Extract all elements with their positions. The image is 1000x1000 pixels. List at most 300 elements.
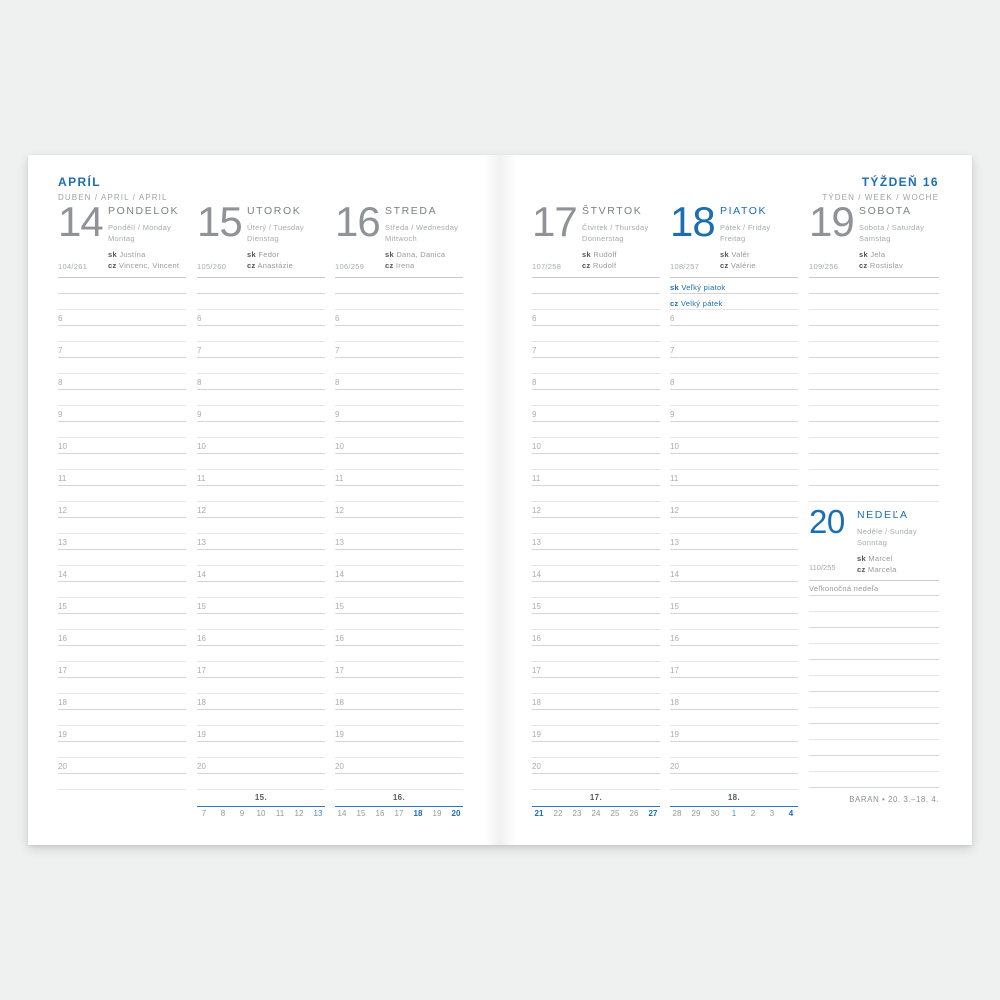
ruled-line <box>335 469 463 470</box>
day-number: 20 <box>809 503 845 540</box>
ruled-line <box>809 325 939 326</box>
day-translation-1: Pátek / Friday <box>720 223 771 232</box>
hour-label: 10 <box>670 442 679 451</box>
ruled-line <box>58 405 186 406</box>
ruled-line <box>670 405 798 406</box>
ruled-line <box>58 613 186 614</box>
ruled-line <box>809 405 939 406</box>
ruled-line <box>809 293 939 294</box>
ruled-line <box>335 549 463 550</box>
hour-label: 11 <box>197 474 206 483</box>
name-day-sk: sk Rudolf <box>582 250 617 259</box>
day-translation-2: Mittwoch <box>385 234 417 243</box>
mini-calendar-day: 23 <box>572 809 582 818</box>
ruled-line <box>532 373 660 374</box>
ruled-line <box>532 405 660 406</box>
ruled-line <box>197 421 325 422</box>
ruled-line <box>670 789 798 790</box>
name-day-cz: cz Anastázie <box>247 261 294 270</box>
mini-calendar-day: 1 <box>731 809 737 818</box>
mini-calendar-rule <box>197 806 325 807</box>
ruled-line <box>532 437 660 438</box>
ruled-line <box>58 757 186 758</box>
hour-label: 14 <box>335 570 344 579</box>
ruled-line <box>335 773 463 774</box>
ruled-line <box>809 389 939 390</box>
ruled-line <box>809 771 939 772</box>
ruled-line <box>58 517 186 518</box>
day-translation-1: Sobota / Saturday <box>859 223 925 232</box>
ruled-line <box>670 629 798 630</box>
ruled-line <box>670 613 798 614</box>
hour-label: 16 <box>335 634 344 643</box>
hour-label: 9 <box>58 410 63 419</box>
day-translation-2: Donnerstag <box>582 234 624 243</box>
sunday-divider <box>809 580 939 581</box>
hour-label: 13 <box>532 538 541 547</box>
ruled-line <box>532 693 660 694</box>
mini-calendar-day: 3 <box>769 809 775 818</box>
ruled-line <box>197 373 325 374</box>
day-name: ŠTVRTOK <box>582 205 643 217</box>
hour-label: 16 <box>197 634 206 643</box>
day-name: SOBOTA <box>859 205 912 217</box>
ruled-line <box>532 741 660 742</box>
ruled-line <box>197 341 325 342</box>
week-subtitle: TÝDEN / WEEK / WOCHE <box>822 193 939 202</box>
ruled-line <box>809 595 939 596</box>
ruled-line <box>809 755 939 756</box>
name-day-cz-prefix: cz <box>857 565 866 574</box>
hour-label: 15 <box>58 602 67 611</box>
ruled-line <box>58 565 186 566</box>
ruled-line <box>670 661 798 662</box>
day-translation-1: Středa / Wednesday <box>385 223 459 232</box>
hour-label: 17 <box>58 666 67 675</box>
day-number: 15 <box>197 198 242 245</box>
hour-label: 9 <box>532 410 537 419</box>
month-subtitle: DUBEN / APRIL / APRIL <box>58 193 168 202</box>
day-column-19 <box>809 155 939 845</box>
ruled-line <box>58 789 186 790</box>
ruled-line <box>532 709 660 710</box>
ruled-line <box>670 485 798 486</box>
mini-calendar-day: 7 <box>201 809 207 818</box>
name-day-sk: sk Justína <box>108 250 146 259</box>
mini-calendar-day: 26 <box>629 809 639 818</box>
ruled-line <box>197 645 325 646</box>
name-day-cz-prefix: cz <box>385 261 394 270</box>
ruled-line <box>670 645 798 646</box>
mini-calendar-day: 11 <box>275 809 285 818</box>
hour-label: 9 <box>670 410 675 419</box>
hour-label: 8 <box>335 378 340 387</box>
ruled-line <box>58 341 186 342</box>
hour-label: 19 <box>58 730 67 739</box>
day-header-info <box>720 205 770 271</box>
mini-calendar-label: 17. <box>589 793 603 802</box>
mini-calendar-day: 9 <box>239 809 245 818</box>
mini-calendar-day: 24 <box>591 809 601 818</box>
ruled-line <box>532 549 660 550</box>
ruled-line <box>335 389 463 390</box>
ruled-line <box>670 677 798 678</box>
hour-label: 14 <box>532 570 541 579</box>
mini-calendar-day: 28 <box>672 809 682 818</box>
mini-calendar-day: 12 <box>294 809 304 818</box>
mini-calendar-days <box>670 809 798 818</box>
mini-calendar-day: 25 <box>610 809 620 818</box>
ruled-line <box>670 389 798 390</box>
hour-label: 14 <box>58 570 67 579</box>
ruled-line <box>335 517 463 518</box>
ruled-line <box>335 677 463 678</box>
ruled-line <box>197 709 325 710</box>
ruled-line <box>809 739 939 740</box>
ruled-line <box>197 757 325 758</box>
ruled-line <box>809 501 939 502</box>
day-header-info <box>859 205 924 271</box>
ruled-line <box>670 533 798 534</box>
ruled-line <box>197 501 325 502</box>
day-column-14 <box>58 155 186 845</box>
ruled-line <box>58 325 186 326</box>
ruled-line <box>58 453 186 454</box>
name-day-sk: sk Jela <box>859 250 886 259</box>
name-day-sk: sk Fedor <box>247 250 280 259</box>
ruled-line <box>532 309 660 310</box>
ruled-line <box>58 421 186 422</box>
mini-calendar-day: 19 <box>432 809 442 818</box>
name-day-cz: cz Marcela <box>857 565 897 574</box>
ruled-line <box>335 709 463 710</box>
name-day-cz: cz Irena <box>385 261 415 270</box>
ruled-line <box>532 325 660 326</box>
hour-label: 11 <box>670 474 679 483</box>
page-ref: 106/259 <box>335 262 365 271</box>
ruled-line <box>197 581 325 582</box>
ruled-line <box>670 469 798 470</box>
page-gutter <box>484 155 516 845</box>
ruled-line <box>532 613 660 614</box>
ruled-line <box>670 741 798 742</box>
ruled-line <box>670 725 798 726</box>
day-column-15 <box>197 155 325 845</box>
hour-label: 10 <box>197 442 206 451</box>
header-divider <box>197 277 325 278</box>
mini-calendar-day: 21 <box>534 809 544 818</box>
hour-label: 20 <box>670 762 679 771</box>
mini-calendar-day: 15 <box>356 809 366 818</box>
hour-label: 17 <box>335 666 344 675</box>
ruled-line <box>670 517 798 518</box>
ruled-line <box>532 501 660 502</box>
ruled-line <box>58 485 186 486</box>
day-name: PONDELOK <box>108 205 180 217</box>
ruled-line <box>809 723 939 724</box>
ruled-line <box>335 661 463 662</box>
ruled-line <box>58 469 186 470</box>
ruled-line <box>197 773 325 774</box>
ruled-line <box>532 469 660 470</box>
ruled-line <box>670 549 798 550</box>
ruled-line <box>335 597 463 598</box>
name-day-cz-prefix: cz <box>720 261 729 270</box>
hour-label: 11 <box>335 474 344 483</box>
ruled-line <box>670 309 798 310</box>
ruled-line <box>197 597 325 598</box>
page-ref: 108/257 <box>670 262 700 271</box>
day-translation-1: Neděle / Sunday <box>857 527 917 536</box>
mini-calendar-day: 29 <box>691 809 701 818</box>
ruled-line <box>58 709 186 710</box>
ruled-line <box>335 373 463 374</box>
ruled-line <box>670 293 798 294</box>
holiday-note-prefix: cz <box>670 299 679 308</box>
mini-calendar-day: 16 <box>375 809 385 818</box>
hour-label: 14 <box>197 570 206 579</box>
ruled-line <box>532 677 660 678</box>
hour-label: 20 <box>58 762 67 771</box>
day-translation-1: Čtvrtek / Thursday <box>582 223 649 232</box>
ruled-line <box>197 677 325 678</box>
day-number: 18 <box>670 198 715 245</box>
ruled-line <box>335 341 463 342</box>
name-day-cz: cz Rostislav <box>859 261 904 270</box>
hour-label: 18 <box>335 698 344 707</box>
day-translation-2: Sonntag <box>857 538 888 547</box>
day-number: 19 <box>809 198 854 245</box>
ruled-line <box>809 309 939 310</box>
ruled-line <box>670 501 798 502</box>
day-translation-2: Montag <box>108 234 135 243</box>
hour-label: 7 <box>670 346 675 355</box>
ruled-line <box>670 565 798 566</box>
mini-calendar-day: 30 <box>710 809 720 818</box>
day-translation-1: Pondělí / Monday <box>108 223 172 232</box>
ruled-line <box>58 629 186 630</box>
ruled-line <box>670 341 798 342</box>
ruled-line <box>58 677 186 678</box>
ruled-line <box>809 659 939 660</box>
ruled-line <box>670 453 798 454</box>
hour-label: 10 <box>58 442 67 451</box>
name-day-sk-prefix: sk <box>582 250 591 259</box>
ruled-line <box>335 485 463 486</box>
ruled-line <box>197 517 325 518</box>
day-number: 16 <box>335 198 380 245</box>
ruled-line <box>58 549 186 550</box>
day-name: UTOROK <box>247 205 302 217</box>
day-header-info <box>385 205 458 271</box>
ruled-line <box>197 405 325 406</box>
ruled-line <box>335 645 463 646</box>
mini-calendar-days <box>197 809 325 818</box>
hour-label: 20 <box>335 762 344 771</box>
name-day-sk-prefix: sk <box>859 250 868 259</box>
ruled-line <box>809 787 939 788</box>
hour-label: 7 <box>335 346 340 355</box>
ruled-line <box>532 357 660 358</box>
page-ref: 104/261 <box>58 262 88 271</box>
page-ref: 109/256 <box>809 262 839 271</box>
ruled-line <box>335 789 463 790</box>
hour-label: 17 <box>197 666 206 675</box>
ruled-line <box>670 757 798 758</box>
page-ref: 105/260 <box>197 262 227 271</box>
hour-label: 16 <box>532 634 541 643</box>
ruled-line <box>58 293 186 294</box>
ruled-line <box>809 627 939 628</box>
planner-spread <box>28 155 972 845</box>
hour-label: 6 <box>335 314 340 323</box>
ruled-line <box>58 533 186 534</box>
ruled-line <box>58 741 186 742</box>
day-name: STREDA <box>385 205 438 217</box>
ruled-line <box>335 357 463 358</box>
header-divider <box>58 277 186 278</box>
hour-label: 8 <box>58 378 63 387</box>
ruled-line <box>197 693 325 694</box>
ruled-line <box>197 613 325 614</box>
ruled-line <box>197 549 325 550</box>
hour-label: 9 <box>335 410 340 419</box>
mini-calendar-day: 8 <box>220 809 226 818</box>
ruled-line <box>670 709 798 710</box>
mini-calendar-days <box>532 809 660 818</box>
name-day-cz: cz Valérie <box>720 261 756 270</box>
ruled-line <box>532 453 660 454</box>
ruled-line <box>335 453 463 454</box>
holiday-note: cz Velký pátek <box>670 299 723 308</box>
hour-label: 15 <box>532 602 541 611</box>
ruled-line <box>335 629 463 630</box>
hour-label: 12 <box>670 506 679 515</box>
ruled-line <box>809 357 939 358</box>
hour-label: 13 <box>197 538 206 547</box>
mini-calendar-label: 15. <box>254 793 268 802</box>
ruled-line <box>670 773 798 774</box>
hour-label: 11 <box>532 474 541 483</box>
ruled-line <box>197 485 325 486</box>
hour-label: 12 <box>58 506 67 515</box>
name-day-sk-prefix: sk <box>247 250 256 259</box>
ruled-line <box>532 565 660 566</box>
mini-calendar-day: 22 <box>553 809 563 818</box>
ruled-line <box>532 485 660 486</box>
hour-label: 10 <box>335 442 344 451</box>
ruled-line <box>670 437 798 438</box>
ruled-line <box>532 773 660 774</box>
ruled-line <box>335 437 463 438</box>
ruled-line <box>532 757 660 758</box>
hour-label: 9 <box>197 410 202 419</box>
hour-label: 15 <box>670 602 679 611</box>
hour-label: 18 <box>532 698 541 707</box>
hour-label: 8 <box>197 378 202 387</box>
name-day-sk: sk Valér <box>720 250 750 259</box>
ruled-line <box>670 597 798 598</box>
page-ref: 110/255 <box>809 563 836 572</box>
hour-label: 6 <box>197 314 202 323</box>
hour-label: 15 <box>335 602 344 611</box>
day-translation-1: Úterý / Tuesday <box>247 223 305 232</box>
ruled-line <box>670 357 798 358</box>
mini-calendar-day: 13 <box>313 809 323 818</box>
day-number: 17 <box>532 198 577 245</box>
ruled-line <box>197 469 325 470</box>
hour-label: 15 <box>197 602 206 611</box>
day-translation-2: Freitag <box>720 234 746 243</box>
ruled-line <box>197 741 325 742</box>
mini-calendar-day: 14 <box>337 809 347 818</box>
ruled-line <box>58 373 186 374</box>
ruled-line <box>532 725 660 726</box>
ruled-line <box>58 501 186 502</box>
ruled-line <box>58 693 186 694</box>
hour-label: 6 <box>58 314 63 323</box>
ruled-line <box>809 611 939 612</box>
ruled-line <box>809 707 939 708</box>
ruled-line <box>197 565 325 566</box>
ruled-line <box>335 309 463 310</box>
ruled-line <box>670 325 798 326</box>
mini-calendar-day: 20 <box>451 809 461 818</box>
hour-label: 8 <box>532 378 537 387</box>
ruled-line <box>58 725 186 726</box>
mini-calendar-label: 16. <box>392 793 406 802</box>
ruled-line <box>532 629 660 630</box>
hour-label: 18 <box>670 698 679 707</box>
ruled-line <box>335 613 463 614</box>
ruled-line <box>335 405 463 406</box>
hour-label: 6 <box>532 314 537 323</box>
week-title: TÝŽDEŇ 16 <box>861 175 939 189</box>
hour-label: 17 <box>670 666 679 675</box>
hour-label: 16 <box>670 634 679 643</box>
ruled-line <box>197 725 325 726</box>
ruled-line <box>809 691 939 692</box>
mini-calendar-day: 27 <box>648 809 658 818</box>
ruled-line <box>58 309 186 310</box>
ruled-line <box>58 437 186 438</box>
ruled-line <box>809 453 939 454</box>
name-day-sk-prefix: sk <box>720 250 729 259</box>
ruled-line <box>532 517 660 518</box>
hour-label: 12 <box>335 506 344 515</box>
ruled-line <box>335 421 463 422</box>
ruled-line <box>58 389 186 390</box>
ruled-line <box>58 773 186 774</box>
name-day-cz: cz Vincenc, Vincent <box>108 261 180 270</box>
hour-label: 13 <box>335 538 344 547</box>
day-header-info <box>247 205 304 271</box>
ruled-line <box>532 597 660 598</box>
ruled-line <box>809 437 939 438</box>
hour-label: 18 <box>58 698 67 707</box>
ruled-line <box>532 533 660 534</box>
ruled-line <box>58 661 186 662</box>
ruled-line <box>58 645 186 646</box>
day-translation-2: Samstag <box>859 234 891 243</box>
name-day-cz-prefix: cz <box>247 261 256 270</box>
ruled-line <box>532 389 660 390</box>
mini-calendar-day: 4 <box>788 809 794 818</box>
hour-label: 18 <box>197 698 206 707</box>
ruled-line <box>532 581 660 582</box>
name-day-cz: cz Rudolf <box>582 261 617 270</box>
hour-label: 8 <box>670 378 675 387</box>
